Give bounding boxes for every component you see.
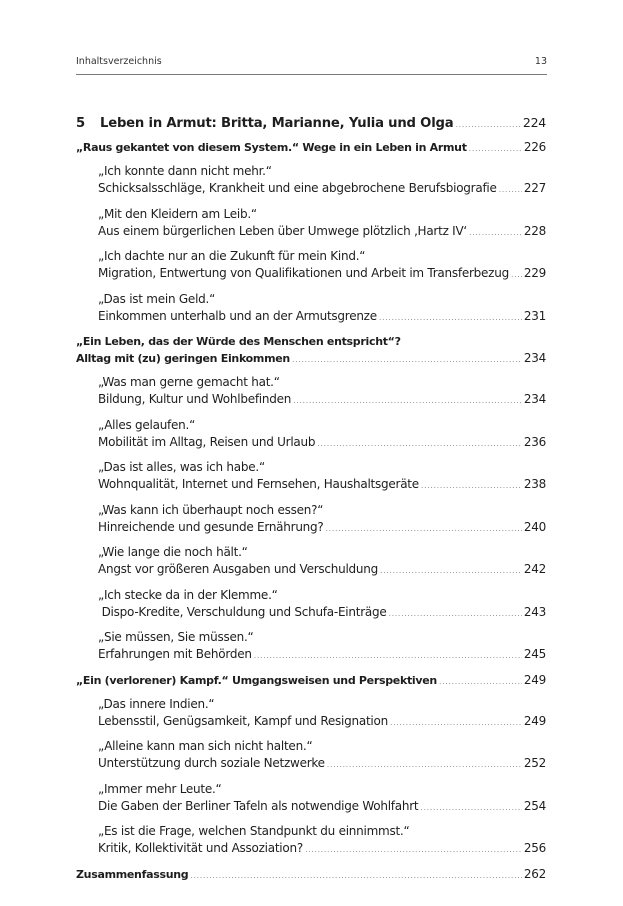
- entry-title: Wohnqualität, Internet und Fernsehen, Haushaltsgeräte: [98, 477, 419, 491]
- dot-leader: [190, 867, 522, 884]
- entry-quote: „Das ist alles, was ich habe.“: [98, 460, 265, 474]
- dot-leader: [390, 714, 522, 731]
- entry-title: Angst vor größeren Ausgaben und Verschuldung: [98, 562, 378, 576]
- summary-title: Zusammenfassung: [76, 867, 189, 881]
- entry-quote: „Was man gerne gemacht hat.“: [98, 375, 280, 389]
- dot-leader: [439, 673, 522, 690]
- running-header-title: Inhaltsverzeichnis: [76, 56, 162, 67]
- toc-entry: [98, 587, 546, 622]
- entry-title: Erfahrungen mit Behörden: [98, 647, 252, 661]
- section-page: 249: [523, 672, 546, 687]
- toc-entry: [98, 163, 546, 198]
- toc-entry: [98, 417, 546, 452]
- section-title-line1: „Ein Leben, das der Würde des Menschen entspricht“?: [76, 335, 401, 348]
- dot-leader: [499, 181, 522, 198]
- header-rule: [76, 74, 547, 75]
- section-title: „Raus gekantet von diesem System.“ Wege in ein Leben in Armut: [76, 141, 467, 154]
- running-header: [76, 56, 547, 70]
- entry-page: 242: [523, 562, 546, 576]
- entry-page: 228: [523, 223, 546, 238]
- toc-entry: [98, 696, 546, 731]
- dot-leader: [455, 116, 520, 133]
- entry-quote: „Alleine kann man sich nicht halten.“: [98, 739, 313, 753]
- entry-page: 231: [523, 308, 546, 323]
- dot-leader: [421, 477, 522, 494]
- entry-quote: „Sie müssen, Sie müssen.“: [98, 630, 254, 644]
- entry-quote: „Ich konnte dann nicht mehr.“: [98, 164, 272, 178]
- entry-title: Migration, Entwertung von Qualifikationen und Arbeit im Transferbezug: [98, 266, 509, 280]
- dot-leader: [293, 392, 522, 409]
- entry-page: 229: [523, 266, 546, 280]
- section-title-line2: Alltag mit (zu) geringen Einkommen: [76, 352, 290, 365]
- entry-page: 254: [523, 798, 546, 813]
- dot-leader: [379, 309, 522, 326]
- summary-page: 262: [523, 866, 546, 881]
- summary-heading: [76, 866, 546, 884]
- entry-title: Schicksalsschläge, Krankheit und eine abgebrochene Berufsbiografie: [98, 181, 497, 195]
- entry-page: 252: [523, 756, 546, 770]
- entry-title: Einkommen unterhalb und an der Armutsgrenze: [98, 308, 377, 323]
- entry-title: Hinreichende und gesunde Ernährung?: [98, 519, 324, 534]
- toc-entry: [98, 738, 546, 773]
- entry-title: Lebensstil, Genügsamkeit, Kampf und Resignation: [98, 713, 388, 728]
- table-of-contents: [76, 112, 546, 890]
- entry-title: Mobilität im Alltag, Reisen und Urlaub: [98, 434, 316, 449]
- entry-page: 240: [523, 519, 546, 534]
- entry-page: 236: [523, 434, 546, 449]
- dot-leader: [305, 841, 522, 858]
- chapter-page: 224: [522, 115, 546, 130]
- dot-leader: [327, 756, 522, 773]
- section-title: „Ein (verlorener) Kampf.“ Umgangsweisen und Perspektiven: [76, 673, 437, 687]
- toc-entry: [98, 823, 546, 858]
- entry-page: 256: [523, 841, 546, 855]
- entry-quote: „Es ist die Frage, welchen Standpunkt du einnimmst.“: [98, 824, 410, 838]
- entry-quote: „Wie lange die noch hält.“: [98, 545, 248, 559]
- entry-quote: „Ich stecke da in der Klemme.“: [98, 587, 278, 602]
- entry-quote: „Immer mehr Leute.“: [98, 781, 222, 796]
- entry-quote: „Das innere Indien.“: [98, 696, 215, 711]
- dot-leader: [388, 605, 521, 622]
- section-heading: [76, 139, 546, 157]
- dot-leader: [326, 520, 522, 537]
- entry-quote: „Ich dachte nur an die Zukunft für mein Kind.“: [98, 249, 366, 263]
- dot-leader: [292, 351, 522, 368]
- chapter-heading: [76, 114, 546, 133]
- toc-entry: [98, 502, 546, 537]
- entry-page: 227: [523, 181, 546, 195]
- entry-page: 245: [523, 647, 546, 661]
- toc-entry: [98, 781, 546, 816]
- entry-quote: „Alles gelaufen.“: [98, 417, 196, 432]
- dot-leader: [511, 266, 522, 283]
- dot-leader: [420, 799, 522, 816]
- entry-title: Aus einem bürgerlichen Leben über Umwege plötzlich ‚Hartz IV‘: [98, 223, 467, 238]
- toc-entry: [98, 206, 546, 241]
- section-page: 234: [523, 351, 546, 365]
- dot-leader: [317, 435, 522, 452]
- chapter-title: Leben in Armut: Britta, Marianne, Yulia und Olga: [100, 116, 454, 131]
- entry-page: 249: [523, 713, 546, 728]
- page-number: 13: [534, 56, 547, 67]
- section-heading: [76, 350, 546, 368]
- entry-page: 238: [523, 477, 546, 491]
- entry-title: Kritik, Kollektivität und Assoziation?: [98, 841, 303, 855]
- toc-entry: [98, 459, 546, 494]
- dot-leader: [469, 140, 522, 157]
- entry-quote: „Das ist mein Geld.“: [98, 291, 216, 306]
- chapter-number: 5: [76, 116, 85, 131]
- entry-title: Unterstützung durch soziale Netzwerke: [98, 756, 325, 770]
- entry-quote: „Mit den Kleidern am Leib.“: [98, 206, 257, 221]
- toc-entry: [98, 248, 546, 283]
- section-page: 226: [523, 140, 546, 154]
- entry-page: 243: [523, 604, 546, 619]
- toc-entry: [98, 629, 546, 664]
- section-heading: [76, 672, 546, 690]
- entry-page: 234: [523, 392, 546, 406]
- toc-entry: [98, 544, 546, 579]
- entry-title: Dispo-Kredite, Verschuldung und Schufa-Einträge: [98, 604, 387, 619]
- entry-title: Bildung, Kultur und Wohlbefinden: [98, 392, 292, 406]
- toc-entry: [98, 291, 546, 326]
- dot-leader: [254, 647, 522, 664]
- toc-entry: [98, 374, 546, 409]
- entry-quote: „Was kann ich überhaupt noch essen?“: [98, 502, 324, 517]
- entry-title: Die Gaben der Berliner Tafeln als notwendige Wohlfahrt: [98, 798, 419, 813]
- dot-leader: [380, 562, 522, 579]
- dot-leader: [469, 224, 522, 241]
